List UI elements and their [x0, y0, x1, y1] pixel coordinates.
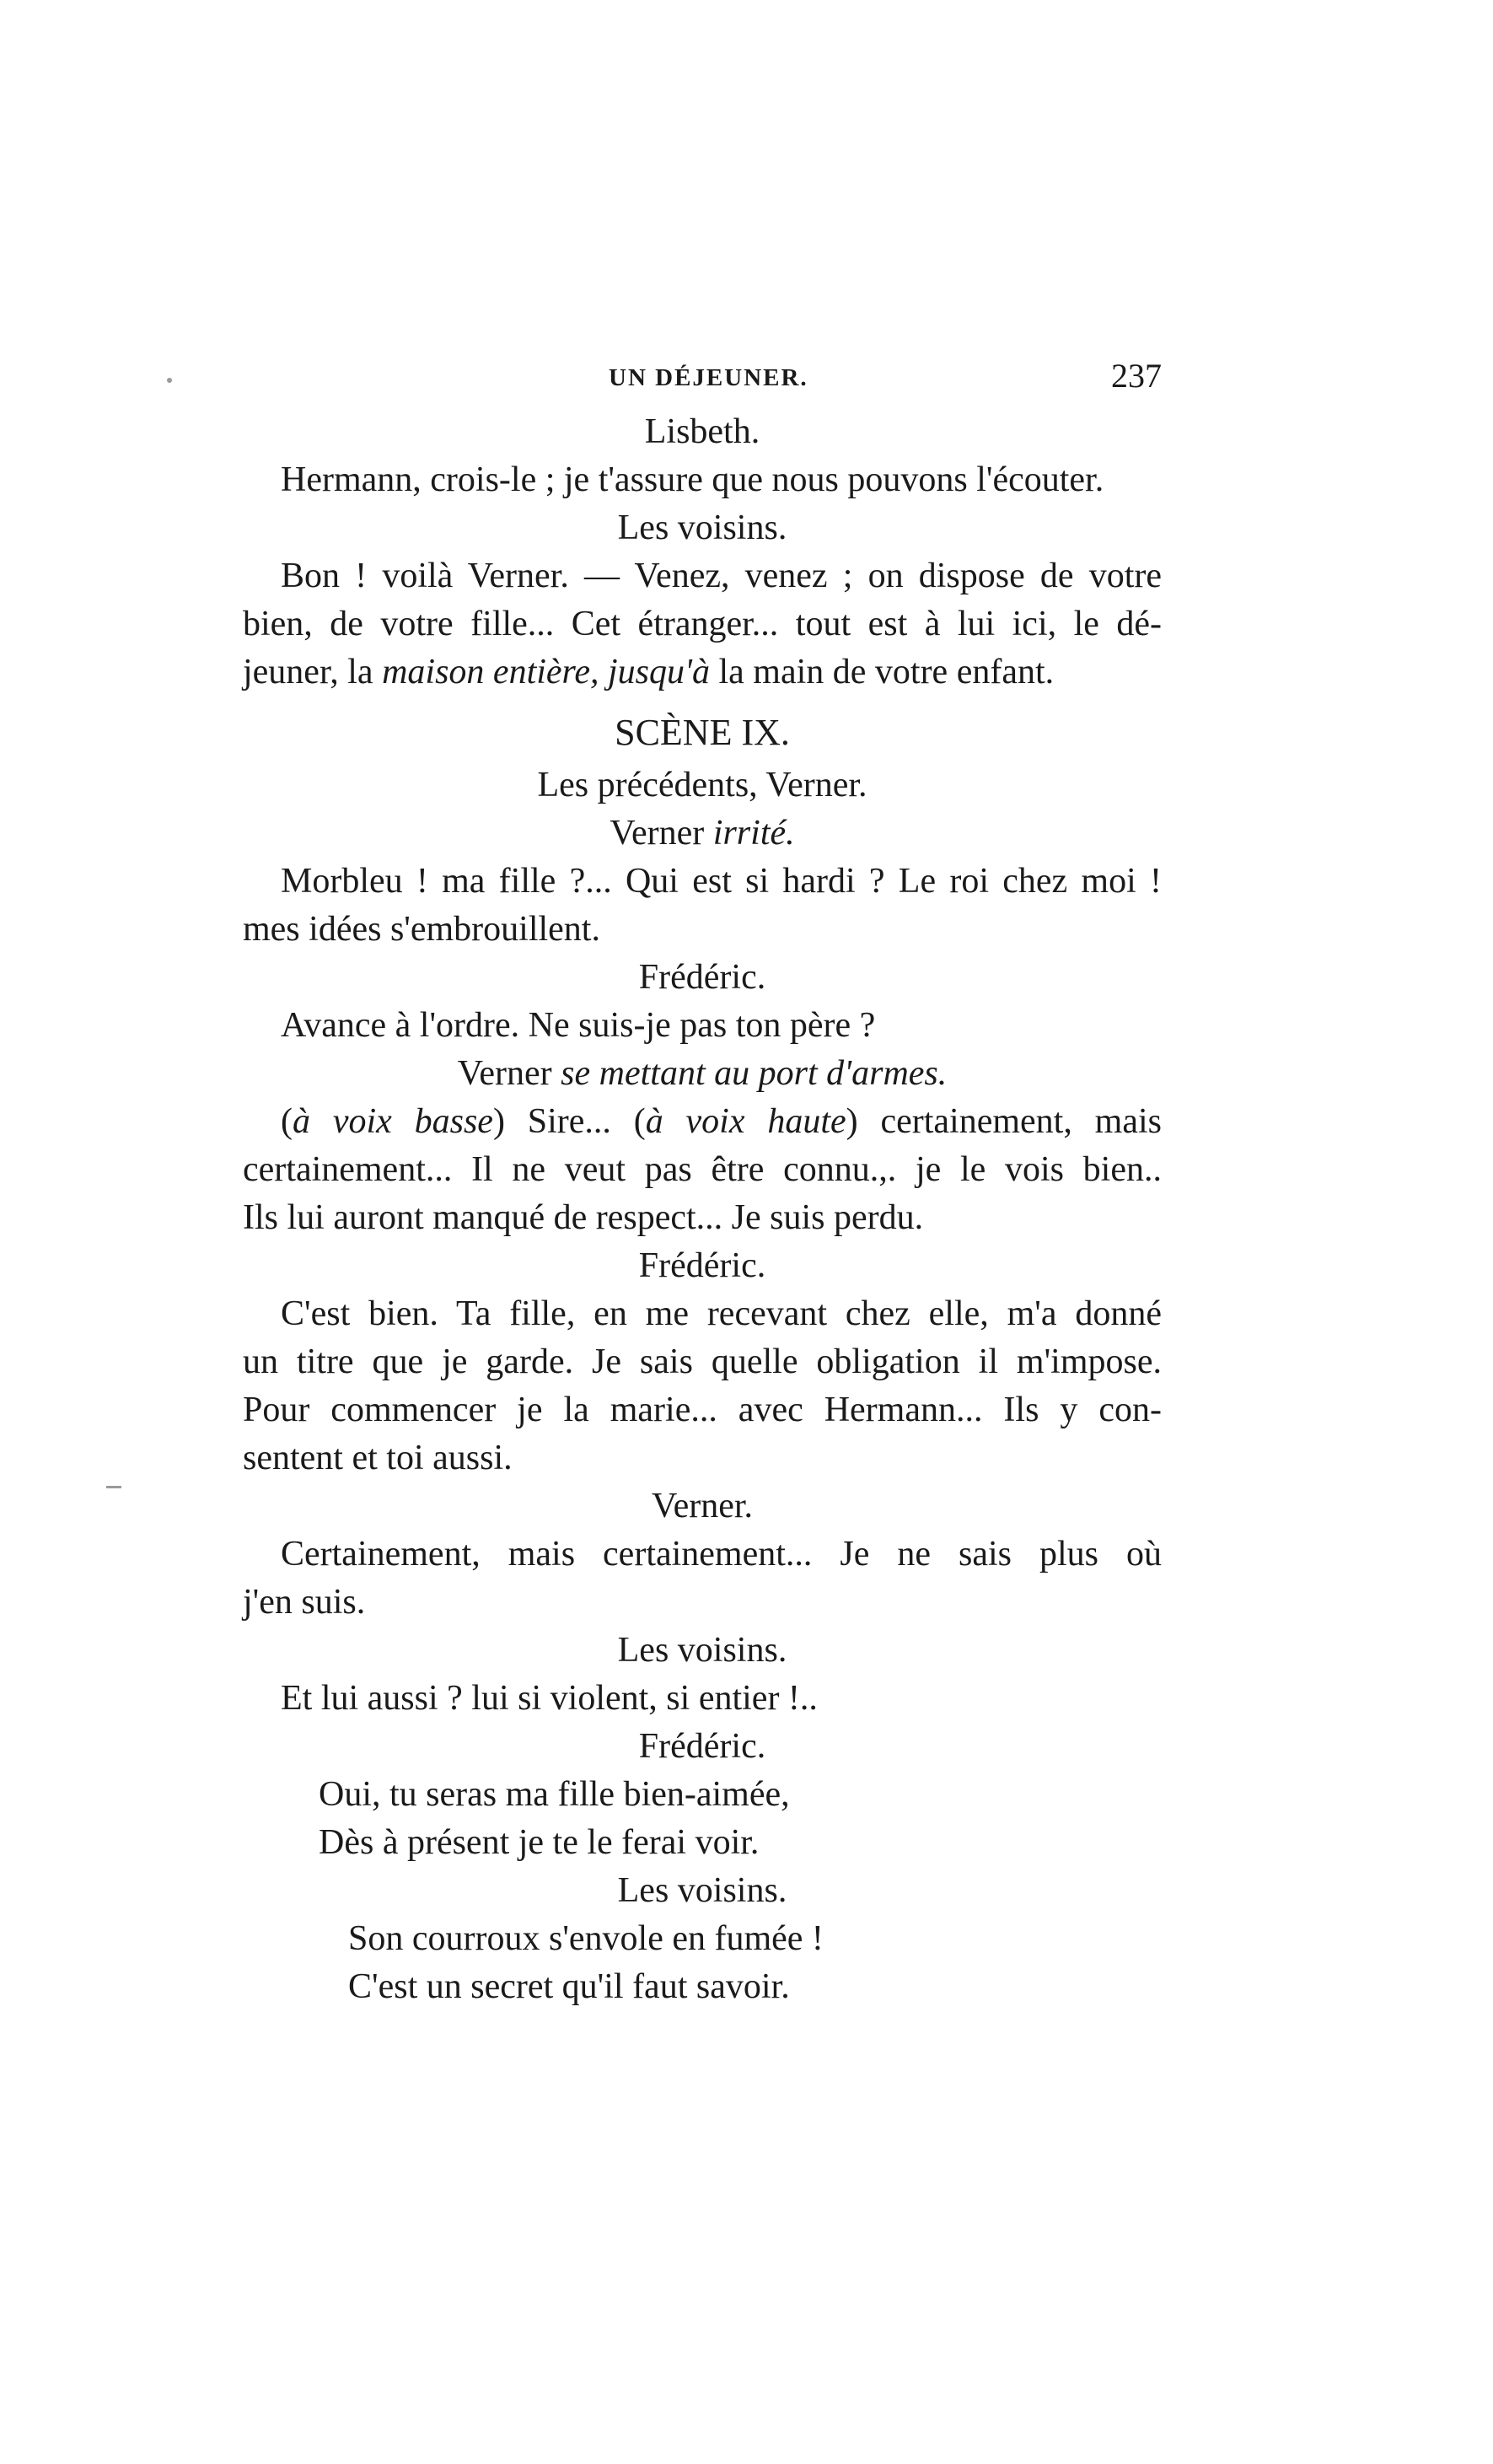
text-line: Certainement, mais certainement... Je ne sais plus où	[281, 1535, 1162, 1574]
text-line: j'en suis.	[243, 1583, 366, 1622]
page-number: 237	[1111, 357, 1162, 395]
text-line: Morbleu ! ma fille ?... Qui est si hardi ? Le roi chez moi !	[281, 862, 1162, 901]
text-line: Pour commencer je la marie... avec Hermann... Ils y con-	[243, 1391, 1162, 1429]
stage-direction-line: Les précédents, Verner.	[537, 766, 867, 804]
scene-heading: SCÈNE IX.	[615, 712, 790, 753]
text-line: C'est bien. Ta fille, en me recevant chez elle, m'a donné	[281, 1294, 1162, 1333]
verse-line: Oui, tu seras ma fille bien-aimée,	[319, 1775, 790, 1814]
text-line: mes idées s'embrouillent.	[243, 910, 600, 949]
text-line	[243, 1098, 1162, 1146]
speaker-line: Frédéric.	[638, 1246, 766, 1285]
text-line: Avance à l'ordre. Ne suis-je pas ton père ?	[281, 1006, 876, 1045]
page-header	[0, 354, 1493, 405]
speaker-line: Les voisins.	[617, 1631, 787, 1670]
speaker-line: Verner.	[651, 1487, 754, 1525]
text-line: Ils lui auront manqué de respect... Je suis perdu.	[243, 1198, 924, 1237]
text-line: un titre que je garde. Je sais quelle obligation il m'impose.	[243, 1342, 1162, 1381]
italic-segment: maison entière, jusqu'à	[382, 653, 710, 691]
running-title: UN DÉJEUNER.	[609, 364, 808, 391]
text-segment: (	[281, 1102, 293, 1141]
stage-direction: irrité.	[712, 814, 795, 853]
speaker-line	[243, 810, 1162, 858]
text-line: certainement... Il ne veut pas être connu.,. je le vois bien..	[243, 1150, 1162, 1189]
verse-line: C'est un secret qu'il faut savoir.	[348, 1967, 790, 2006]
speaker-name: Verner	[457, 1054, 561, 1093]
text-line: Et lui aussi ? lui si violent, si entier !..	[281, 1679, 818, 1718]
verse-line: Son courroux s'envole en fumée !	[348, 1919, 824, 1958]
stage-direction: à voix basse	[293, 1102, 493, 1141]
text-line: Bon ! voilà Verner. — Venez, venez ; on dispose de votre	[281, 557, 1162, 595]
text-segment: la main de votre enfant.	[709, 653, 1055, 691]
speaker-line: Les voisins.	[617, 508, 787, 547]
speaker-line: Frédéric.	[638, 958, 766, 997]
speaker-name: Verner	[610, 814, 713, 853]
text-line: Hermann, crois-le ; je t'assure que nous pouvons l'écouter.	[281, 460, 1104, 499]
text-segment: ) certainement, mais	[846, 1102, 1162, 1141]
margin-dash	[106, 1486, 121, 1488]
speaker-line: Lisbeth.	[644, 412, 760, 451]
text-segment: jeuner, la	[243, 653, 383, 691]
text-segment: ) Sire... (	[492, 1102, 646, 1141]
body-text	[243, 408, 1162, 2011]
speaker-line: Frédéric.	[638, 1727, 766, 1766]
speaker-line: Les voisins.	[617, 1871, 787, 1910]
speaker-line	[243, 1050, 1162, 1098]
verse-line: Dès à présent je te le ferai voir.	[319, 1823, 760, 1862]
stage-direction: à voix haute	[645, 1102, 846, 1141]
stage-direction: se mettant au port d'armes.	[561, 1054, 948, 1093]
text-line	[243, 648, 1162, 697]
text-line: bien, de votre fille... Cet étranger... tout est à lui ici, le dé-	[243, 605, 1162, 643]
text-line: sentent et toi aussi.	[243, 1439, 513, 1477]
